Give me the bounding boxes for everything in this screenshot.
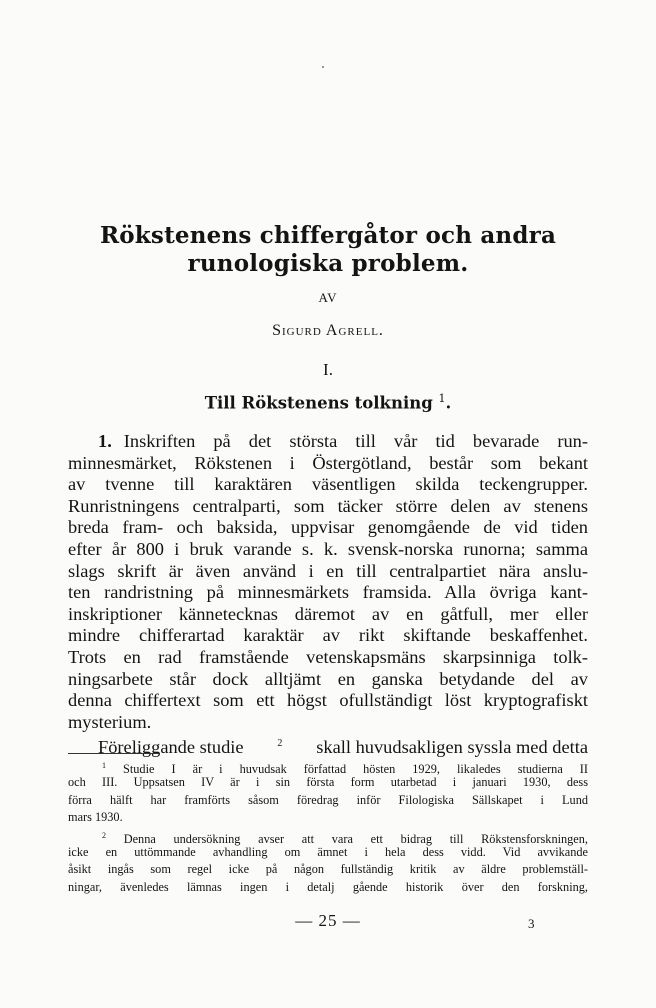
para2-end: skall huvudsakligen syssla med detta (316, 737, 588, 758)
footnote-text: icke en uttömmande avhandling om ämnet i hela dess vidd. Vid avvikande (68, 844, 588, 859)
body-line (68, 539, 588, 561)
footnote-line (68, 861, 588, 878)
body-text (68, 431, 588, 758)
footnote-line (68, 844, 588, 861)
footnote-line (68, 879, 588, 896)
footnote-text: Studie I är i huvudsak författad hösten 1929, likaledes studierna II (123, 762, 588, 776)
footnotes (68, 757, 588, 896)
footnote-text: förra hälft har framförts såsom föredrag inför Filologiska Sällskapet i Lund (68, 792, 588, 807)
section-title-text: Till Rökstenens tolkning (204, 393, 433, 413)
body-line-text: Trots en rad framstående vetenskapsmäns skarpsinniga tolk- (68, 646, 588, 667)
article-title-line-2: runologiska problem. (187, 250, 469, 277)
article-title-line-1: Rökstenens chiffergåtor och andra (99, 222, 557, 249)
body-line (68, 453, 588, 475)
byline: AV (318, 290, 338, 305)
body-line (68, 733, 588, 758)
footnote-line-text (102, 827, 588, 844)
body-line-text: minnesmärket, Rökstenen i Östergötland, består som bekant (68, 452, 588, 473)
body-line-text: Inskriften på det största till vår tid bevarade run- (123, 431, 588, 451)
body-line (68, 582, 588, 604)
footnote-text: och III. Uppsatsen IV är i sin första form utarbetad i januari 1930, dess (68, 775, 588, 790)
footnote-mark: 1 (102, 761, 106, 770)
body-line (68, 496, 588, 518)
sheet-signature: 3 (528, 916, 535, 931)
footnote-line-text (102, 757, 588, 774)
footnote-line (68, 827, 588, 844)
body-line (68, 647, 588, 669)
body-line (68, 431, 588, 453)
footnote-text: mars 1930. (68, 810, 123, 825)
body-line-text: ningsarbete står dock alltjämt en ganska betydande del av (68, 668, 588, 689)
footnote-text: Denna undersökning avser att vara ett bidrag till Rökstensforskningen, (123, 831, 588, 846)
footnote-line (68, 792, 588, 809)
section-title-suffix: . (445, 393, 452, 413)
footnote-line (68, 757, 588, 774)
body-line (68, 517, 588, 539)
section-number: I. (323, 360, 333, 379)
body-line (68, 625, 588, 647)
body-line-text: efter år 800 i bruk varande s. k. svensk-norska runorna; samma (68, 538, 588, 559)
body-line-text: mysterium. (68, 711, 152, 732)
body-line-text: denna chiffertext som ett högst ofullständigt löst kryptografiskt (68, 690, 588, 711)
body-line (68, 690, 588, 712)
body-line-text: Runristningens centralparti, som täcker större delen av stenens (68, 495, 588, 516)
paragraph-number: 1. (98, 431, 112, 451)
body-line-text: slags skrift är även använd i en till centralpartiet nära anslu- (68, 560, 588, 581)
author-name: Sigurd Agrell. (272, 322, 384, 339)
body-line (68, 474, 588, 496)
footnote-ref-1: 1 (438, 392, 446, 405)
footnote-line (68, 774, 588, 791)
body-line (68, 604, 588, 626)
body-line (68, 669, 588, 691)
body-line-text (98, 733, 588, 758)
body-line-text: av tvenne till karaktären väsentligen skilda teckengrupper. (68, 474, 588, 495)
footnote-text: ningar, ävenledes lämnas ingen i detalj gående historik över den forskning, (68, 879, 588, 894)
body-line-text: mindre chifferartad karaktär av rikt skiftande beskaffenhet. (68, 625, 588, 646)
footnote-text: åsikt ingås som regel icke på någon fullständig kritik av äldre problemställ- (68, 862, 588, 877)
body-line (68, 712, 588, 734)
body-line-text: ten randristning på minnesmärkets framsida. Alla övriga kant- (68, 582, 588, 603)
body-line-text: breda fram- och baksida, uppvisar genomgående de vid tiden (68, 517, 588, 538)
footnote-ref-2: 2 (277, 738, 283, 750)
footnote-line (68, 809, 588, 826)
footnote-divider (68, 753, 160, 754)
footnote-mark: 2 (102, 830, 106, 840)
page-number: — 25 — (295, 911, 361, 930)
print-speck (322, 66, 324, 68)
section-title (0, 392, 656, 413)
para2-start: Föreliggande studie (98, 737, 244, 758)
body-line (68, 561, 588, 583)
body-line-text: inskriptioner kännetecknas däremot av en gåtfull, mer eller (68, 603, 588, 624)
